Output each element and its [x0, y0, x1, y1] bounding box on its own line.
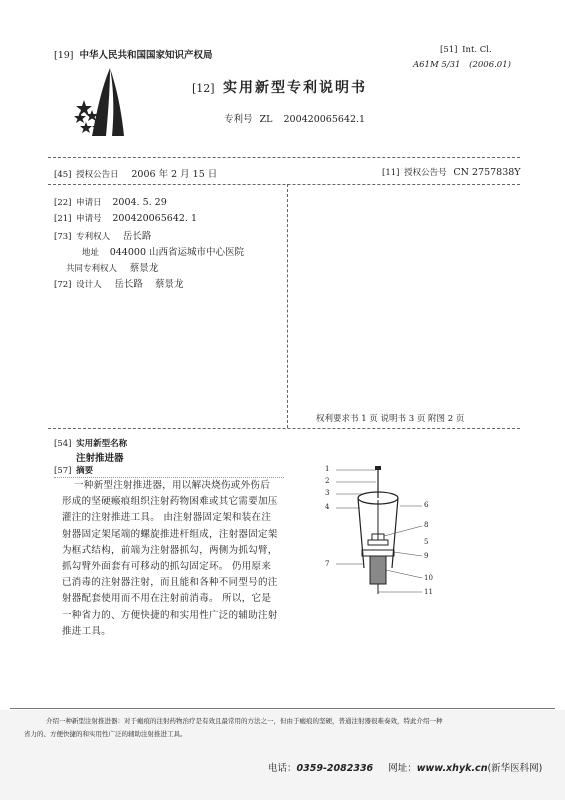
abstract-code: [57] — [54, 466, 72, 476]
designer-code: [72] — [54, 280, 72, 290]
title-label-line — [54, 437, 127, 449]
owner-code: [73] — [54, 232, 72, 242]
app-no-label: 申请号 — [76, 214, 102, 224]
national-emblem-icon — [60, 62, 140, 142]
int-cl-label: Int. Cl. — [462, 45, 492, 55]
figure-label: 10 — [424, 574, 433, 582]
abstract-line: 推进工具。 — [62, 625, 112, 637]
co-owner-line — [66, 260, 158, 274]
patent-no-prefix: ZL — [259, 114, 273, 125]
doc-type: 实用新型专利说明书 — [223, 80, 368, 96]
figure-label: 3 — [325, 489, 330, 497]
figure-label: 11 — [424, 588, 433, 596]
int-cl-line — [440, 45, 492, 55]
abstract-line: 射器配套使用而不用在注射前消毒。 所以，它是 — [62, 593, 272, 605]
phone: 0359-2082336 — [296, 763, 374, 774]
grant-no-label: 授权公告号 — [404, 168, 447, 178]
abstract-line: 一种新型注射推进器，用以解决烧伤或外伤后 — [74, 480, 271, 491]
divider-bottom — [48, 428, 520, 429]
int-cl-date: (2006.01) — [469, 60, 511, 70]
filing-date-line — [54, 196, 167, 208]
address: 044000 山西省运城市中心医院 — [109, 247, 245, 258]
owner-label: 专利权人 — [76, 232, 111, 242]
footer-contact — [268, 760, 542, 774]
divider-mid — [48, 184, 520, 185]
office-code: [19] — [54, 50, 74, 61]
abstract-line: 为框式结构，前端为注射器抓勾，两侧为抓勾臂， — [62, 544, 278, 556]
grant-no: CN 2757838Y — [453, 167, 521, 178]
grant-date-code: [45] — [54, 170, 72, 180]
app-no: 200420065642. 1 — [112, 213, 197, 224]
abstract-label-line — [54, 464, 93, 476]
address-line — [82, 244, 244, 258]
grant-number-line — [382, 166, 521, 178]
office-name: 中华人民共和国国家知识产权局 — [79, 50, 213, 61]
doc-type-line — [192, 77, 367, 97]
application-number-line — [54, 212, 197, 224]
grant-date-label: 授权公告日 — [76, 170, 119, 180]
figure-label: 6 — [424, 501, 429, 509]
abstract-line: 抓勾臂外面套有可移动的抓勾固定环。 仍用原来 — [62, 561, 272, 573]
footer-rule — [10, 708, 555, 709]
title-code: [54] — [54, 439, 72, 449]
site-link[interactable]: www.xhyk.cn — [416, 763, 488, 774]
phone-label: 电话： — [268, 763, 297, 774]
abstract-line: 射器固定架尾端的螺旋推进杆组成，注射器固定架 — [62, 528, 278, 540]
designer-line — [54, 276, 183, 290]
grant-date: 2006 年 2 月 15 日 — [131, 169, 218, 180]
co-owner: 蔡景龙 — [129, 263, 159, 274]
owner-line — [54, 228, 151, 242]
divider-top — [48, 157, 520, 158]
abstract-line: 已消毒的注射器注射，而且能和各种不同型号的注 — [62, 577, 278, 589]
owner: 岳长路 — [122, 231, 152, 242]
abstract-label: 摘要 — [76, 466, 94, 476]
abstract-text — [62, 478, 292, 640]
figure-label: 4 — [325, 503, 330, 511]
page-counts: 权利要求书 1 页 说明书 3 页 附图 2 页 — [316, 414, 465, 424]
designer-label: 设计人 — [76, 280, 102, 290]
abstract-line: 灌注的注射推进工具。 由注射器固定架和装在注 — [62, 512, 272, 524]
grant-no-code: [11] — [382, 168, 400, 178]
utility-model-title: 注射推进器 — [76, 453, 124, 464]
address-label: 地址 — [82, 248, 100, 258]
figure-label: 8 — [424, 521, 429, 529]
filing-date-code: [22] — [54, 198, 72, 208]
patent-no: 200420065642.1 — [283, 114, 366, 125]
patent-no-label: 专利号 — [224, 114, 253, 125]
patent-number-line — [224, 111, 365, 125]
footer-intro-1: 介绍一种新型注射推进器：对于瘢痕的注射药物治疗是有效且最常用的方法之一，但由于瘢痕的坚硬，普通注射器很难奏效，特此介绍一种 — [46, 717, 443, 725]
figure-label: 2 — [325, 477, 330, 485]
abstract-line: 一种省力的、方便快捷的和实用性广泛的辅助注射 — [62, 609, 278, 621]
title-label: 实用新型名称 — [76, 439, 128, 449]
abstract-line: 形成的坚硬瘢痕组织注射药物困难或其它需要加压 — [62, 496, 278, 508]
figure-label: 1 — [325, 465, 330, 473]
footer-intro-2: 省力的、方便快捷的和实用性广泛的辅助注射推进工具。 — [24, 730, 187, 738]
grant-date-line — [54, 166, 217, 180]
doc-type-code: [12] — [192, 82, 215, 95]
filing-date-label: 申请日 — [76, 198, 102, 208]
injector-figure — [318, 464, 478, 594]
co-owner-label: 共同专利权人 — [66, 264, 118, 274]
filing-date: 2004. 5. 29 — [112, 197, 167, 208]
designers: 岳长路 蔡景龙 — [114, 279, 184, 290]
column-divider — [287, 184, 288, 428]
site-name: (新华医科网) — [487, 763, 543, 774]
figure-label: 9 — [424, 552, 429, 560]
figure-label: 5 — [424, 538, 429, 546]
office-line — [54, 47, 213, 61]
int-cl-value-line — [413, 60, 511, 70]
figure-label: 7 — [325, 560, 330, 568]
site-label: 网址： — [388, 763, 417, 774]
app-no-code: [21] — [54, 214, 72, 224]
int-cl-code: [51] — [440, 45, 458, 55]
int-cl-value: A61M 5/31 — [413, 60, 461, 70]
